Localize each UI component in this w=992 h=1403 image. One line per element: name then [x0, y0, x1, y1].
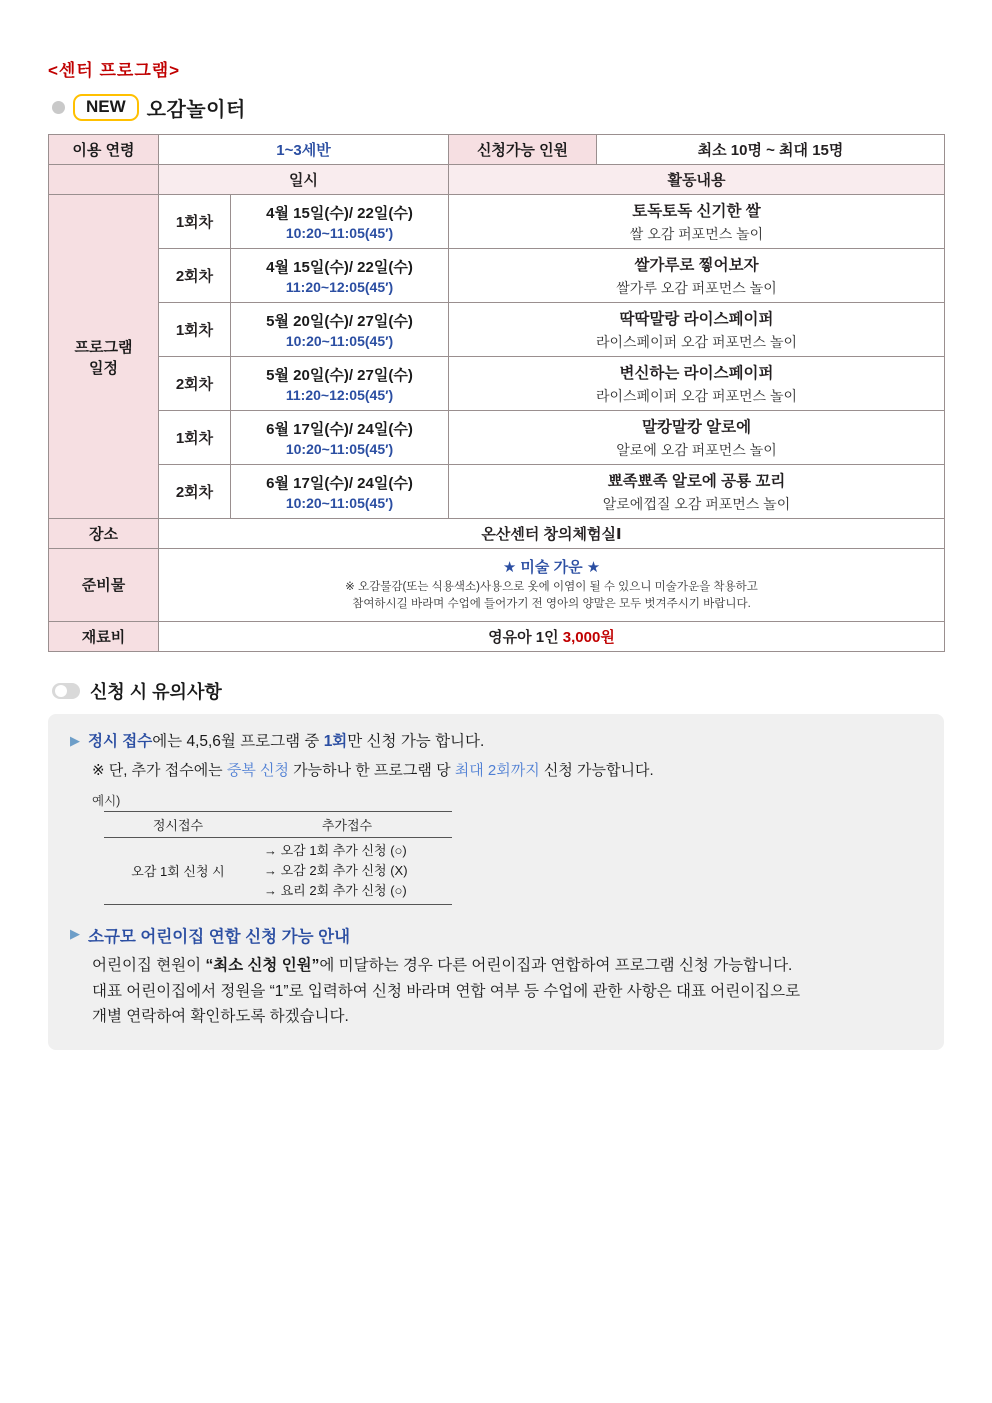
- age-label: 이용 연령: [49, 135, 159, 165]
- activity-title: 뾰족뾰족 알로에 공룡 꼬리: [607, 473, 786, 490]
- example-label: 예시): [92, 793, 121, 808]
- age-value: 1~3세반: [159, 135, 449, 165]
- activity-title: 쌀가루로 찧어보자: [634, 257, 759, 274]
- schedule-label-line2: 일정: [89, 359, 118, 377]
- date-cell: [231, 357, 449, 411]
- table-row-place: [49, 519, 945, 549]
- notice-block-2-line3: 개별 연락하여 확인하도록 하겠습니다.: [92, 1008, 349, 1026]
- time-text: 10:20~11:05(45′): [285, 333, 394, 349]
- activity-cell: [449, 411, 945, 465]
- program-info-table: [48, 134, 945, 652]
- activity-sub: 라이스페이퍼 오감 퍼포먼스 놀이: [595, 388, 797, 404]
- notice-block-2-line1: [92, 953, 922, 979]
- capacity-label: 신청가능 인원: [449, 135, 597, 165]
- notice-header: [52, 678, 944, 704]
- example-data-row: [104, 837, 452, 904]
- notice-box: [48, 714, 944, 1050]
- toggle-pill-icon: [52, 683, 80, 699]
- date-cell: [231, 249, 449, 303]
- schedule-label: [49, 195, 159, 519]
- prep-note-line2: 참여하시길 바라며 수업에 들어가기 전 영아의 양말은 모두 벗겨주시기 바랍니다.: [352, 598, 751, 611]
- table-row: [49, 303, 945, 357]
- fee-value: [159, 621, 945, 651]
- activity-cell: [449, 195, 945, 249]
- program-title: 오감놀이터: [146, 99, 246, 121]
- activity-title: 딱딱말랑 라이스페이퍼: [619, 311, 774, 328]
- block2-line1-pre: 어린이집 현원이: [92, 957, 206, 975]
- time-text: 10:20~11:05(45′): [285, 225, 394, 241]
- fee-amount: 3,000원: [562, 628, 615, 646]
- program-header: [52, 93, 944, 122]
- example-table: [104, 811, 452, 905]
- notice-item-1-count: 1회: [323, 732, 348, 750]
- notice-item-1-post: 만 신청 가능 합니다.: [347, 732, 485, 750]
- block2-line1-post: 에 미달하는 경우 다른 어린이집과 연합하여 프로그램 신청 가능합니다.: [319, 957, 793, 975]
- prep-note-line1: ※ 오감물감(또는 식용색소)사용으로 옷에 이염이 될 수 있으니 미술가운을 착용하고: [345, 581, 758, 593]
- capacity-value: 최소 10명 ~ 최대 15명: [597, 135, 945, 165]
- example-item-3: → 요리 2회 추가 신청 (○): [264, 883, 407, 899]
- activity-sub: 알로에 오감 퍼포먼스 놀이: [616, 442, 777, 458]
- time-text: 11:20~12:05(45′): [285, 387, 394, 403]
- prep-star-text: ★ 미술 가운 ★: [502, 559, 601, 576]
- notice-item-1: [70, 730, 922, 753]
- example-header-2: 추가접수: [252, 811, 452, 837]
- activity-cell: [449, 465, 945, 519]
- section-title: <센터 프로그램>: [48, 61, 181, 80]
- example-row-label: 오감 1회 신청 시: [104, 837, 252, 904]
- activity-cell: [449, 357, 945, 411]
- col-activity-header: 활동내용: [449, 165, 945, 195]
- place-value: 온산센터 창의체험실Ⅰ: [159, 519, 945, 549]
- notice-block-2-head: 소규모 어린이집 연합 신청 가능 안내: [88, 928, 351, 947]
- round-cell: 2회차: [159, 249, 231, 303]
- table-row-columns: [49, 165, 945, 195]
- activity-sub: 라이스페이퍼 오감 퍼포먼스 놀이: [595, 334, 797, 350]
- bullet-dot-icon: [52, 101, 65, 114]
- example-header-1: 정시접수: [104, 811, 252, 837]
- table-row: [49, 195, 945, 249]
- table-row: [49, 357, 945, 411]
- prep-label: 준비물: [49, 549, 159, 622]
- date-cell: [231, 411, 449, 465]
- example-item-1: → 오감 1회 추가 신청 (○): [264, 842, 407, 858]
- table-row-age: [49, 135, 945, 165]
- notice-item-2-post: 신청 가능합니다.: [539, 761, 654, 779]
- date-text: 6월 17일(수)/ 24일(수): [266, 475, 413, 492]
- date-text: 4월 15일(수)/ 22일(수): [266, 259, 413, 276]
- place-label: 장소: [49, 519, 159, 549]
- activity-cell: [449, 303, 945, 357]
- notice-item-2-pre: ※ 단, 추가 접수에는: [92, 761, 227, 779]
- date-text: 5월 20일(수)/ 27일(수): [266, 313, 413, 330]
- triangle-bullet-icon: ▶: [70, 926, 80, 942]
- example-header-row: [104, 811, 452, 837]
- notice-item-2-mid: 가능하나 한 프로그램 당: [288, 761, 455, 779]
- activity-sub: 알로에껍질 오감 퍼포먼스 놀이: [602, 496, 791, 512]
- table-row-prep: [49, 549, 945, 622]
- date-cell: [231, 195, 449, 249]
- round-cell: 1회차: [159, 411, 231, 465]
- table-row-fee: [49, 621, 945, 651]
- date-text: 6월 17일(수)/ 24일(수): [266, 421, 413, 438]
- table-row: [49, 465, 945, 519]
- example-item-2: → 오감 2회 추가 신청 (X): [264, 862, 408, 878]
- notice-item-1-text: [88, 730, 484, 753]
- date-cell: [231, 465, 449, 519]
- activity-title: 변신하는 라이스페이퍼: [619, 365, 774, 382]
- time-text: 11:20~12:05(45′): [285, 279, 394, 295]
- activity-title: 토독토독 신기한 쌀: [632, 203, 761, 220]
- table-row: [49, 411, 945, 465]
- fee-prefix: 영유아 1인: [488, 628, 563, 646]
- round-cell: 1회차: [159, 195, 231, 249]
- table-row: [49, 249, 945, 303]
- new-badge: NEW: [73, 94, 139, 122]
- prep-value: [159, 549, 945, 622]
- notice-item-1-mid: 에는 4,5,6월 프로그램 중: [152, 732, 324, 750]
- activity-title: 말캉말캉 알로에: [641, 419, 752, 436]
- date-text: 5월 20일(수)/ 27일(수): [266, 367, 413, 384]
- notice-block-2-head-row: [70, 923, 922, 947]
- example-row-items: [252, 837, 452, 904]
- date-text: 4월 15일(수)/ 22일(수): [266, 205, 413, 222]
- activity-sub: 쌀가루 오감 퍼포먼스 놀이: [616, 280, 777, 296]
- time-text: 10:20~11:05(45′): [285, 495, 394, 511]
- round-cell: 1회차: [159, 303, 231, 357]
- col-date-header: 일시: [159, 165, 449, 195]
- round-cell: 2회차: [159, 357, 231, 411]
- activity-sub: 쌀 오감 퍼포먼스 놀이: [629, 226, 764, 242]
- triangle-bullet-icon: ▶: [70, 732, 80, 748]
- notice-item-2-dup: 중복 신청: [226, 761, 289, 779]
- schedule-label-line1: 프로그램: [74, 338, 133, 356]
- notice-block-2: [70, 923, 922, 1030]
- schedule-corner: [49, 165, 159, 195]
- time-text: 10:20~11:05(45′): [285, 441, 394, 457]
- notice-title: 신청 시 유의사항: [90, 681, 222, 702]
- block2-line1-quote: “최소 신청 인원”: [205, 957, 320, 975]
- activity-cell: [449, 249, 945, 303]
- notice-item-2-max: 최대 2회까지: [454, 761, 540, 779]
- round-cell: 2회차: [159, 465, 231, 519]
- notice-item-2-text: [92, 759, 922, 783]
- fee-label: 재료비: [49, 621, 159, 651]
- notice-block-2-body: [92, 953, 922, 1030]
- notice-block-2-line2: 대표 어린이집에서 정원을 “1”로 입력하여 신청 바라며 연합 여부 등 수업에 관한 사항은 대표 어린이집으로: [92, 982, 801, 1000]
- notice-item-1-pre: 정시 접수: [88, 732, 153, 750]
- date-cell: [231, 303, 449, 357]
